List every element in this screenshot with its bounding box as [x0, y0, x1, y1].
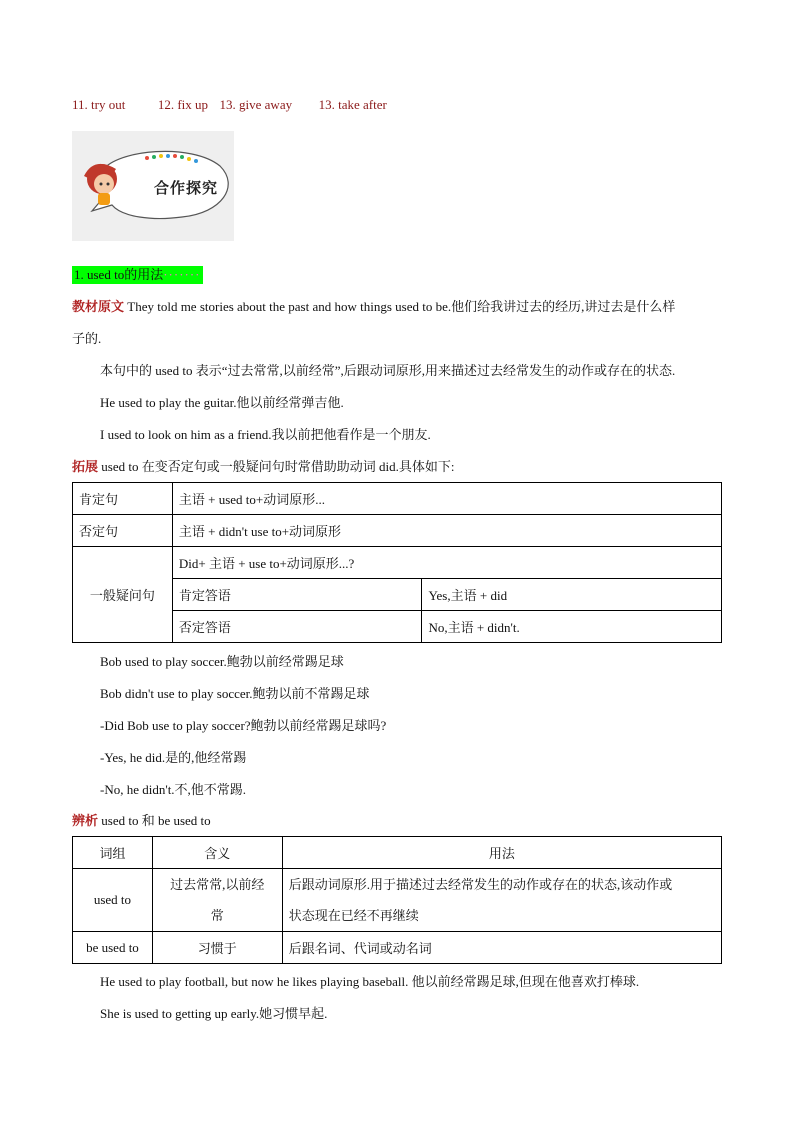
ext-example-2: Bob didn't use to play soccer.鲍勃以前不常踢足球 [100, 686, 370, 701]
section-heading [72, 266, 203, 284]
explain-text: 本句中的 used to 表示“过去常常,以前经常”,后跟动词原形,用来描述过去经常发生的动作或存在的状态. [100, 363, 676, 378]
usage-line: 状态现在已经不再继续 [288, 908, 419, 923]
table-row [73, 483, 722, 515]
table-cell: 肯定答语 [172, 579, 422, 611]
answer-13a: 13. give away [219, 97, 293, 112]
usage-line: 后跟动词原形.用于描述过去经常发生的动作或存在的状态,该动作或 [288, 877, 673, 892]
badge-title: 合作探究 [154, 179, 219, 197]
cooperative-inquiry-badge [72, 131, 234, 241]
analysis-example-1: He used to play football, but now he likes playing baseball. 他以前经常踢足球,但现在他喜欢打棒球. [100, 974, 640, 989]
used-to-compare-table [72, 836, 722, 964]
table-row [73, 932, 722, 964]
heading-dots: ······· [163, 267, 201, 282]
section-heading-text: 1. used to的用法 [74, 267, 164, 282]
source-text: They told me stories about the past and how things used to be.他们给我讲过去的经历,讲过去是什么样 [127, 299, 676, 314]
table-cell: 主语 + used to+动词原形... [172, 483, 721, 515]
used-to-forms-table [72, 482, 722, 643]
table-header: 用法 [282, 837, 721, 869]
ext-example-3: -Did Bob use to play soccer?鲍勃以前经常踢足球吗? [100, 718, 387, 733]
analysis-line [72, 811, 211, 832]
answer-12: 12. fix up [157, 97, 209, 112]
example-2: I used to look on him as a friend.我以前把他看作是一个朋友. [100, 427, 431, 442]
source-label: 教材原文 [72, 300, 125, 315]
table-cell: 肯定句 [73, 483, 173, 515]
example-1: He used to play the guitar.他以前经常弹吉他. [100, 395, 344, 410]
table-cell: No,主语 + didn't. [422, 611, 722, 643]
table-cell: 一般疑问句 [73, 547, 173, 643]
meaning-line: 常 [210, 908, 224, 923]
table-row [73, 547, 722, 579]
source-line-2: 子的. [72, 331, 102, 346]
table-cell [152, 869, 282, 932]
extension-text: used to 在变否定句或一般疑问句时常借助助动词 did.具体如下: [101, 459, 455, 474]
ext-example-1: Bob used to play soccer.鲍勃以前经常踢足球 [100, 654, 344, 669]
answer-11: 11. try out [72, 97, 126, 112]
table-cell: 后跟名词、代词或动名词 [282, 932, 721, 964]
answer-line [72, 97, 387, 113]
table-cell: Yes,主语 + did [422, 579, 722, 611]
table-cell [282, 869, 721, 932]
meaning-line: 过去常常,以前经 [170, 877, 265, 892]
analysis-example-2: She is used to getting up early.她习惯早起. [100, 1006, 328, 1021]
table-cell: 否定句 [73, 515, 173, 547]
table-header-row [73, 837, 722, 869]
table-row [73, 515, 722, 547]
ext-example-4: -Yes, he did.是的,他经常踢 [100, 750, 247, 765]
answer-13b: 13. take after [318, 97, 387, 112]
table-cell: 习惯于 [152, 932, 282, 964]
table-cell: 主语 + didn't use to+动词原形 [172, 515, 721, 547]
table-cell: be used to [73, 932, 153, 964]
table-cell: Did+ 主语 + use to+动词原形...? [172, 547, 721, 579]
table-cell: used to [73, 869, 153, 932]
extension-label: 拓展 [72, 460, 99, 475]
analysis-label: 辨析 [72, 814, 99, 829]
table-cell: 否定答语 [172, 611, 422, 643]
table-header: 含义 [152, 837, 282, 869]
table-row [73, 869, 722, 932]
ext-example-5: -No, he didn't.不,他不常踢. [100, 782, 247, 797]
table-header: 词组 [73, 837, 153, 869]
analysis-text: used to 和 be used to [101, 813, 211, 828]
extension-line [72, 457, 454, 478]
source-line-1 [72, 297, 675, 318]
